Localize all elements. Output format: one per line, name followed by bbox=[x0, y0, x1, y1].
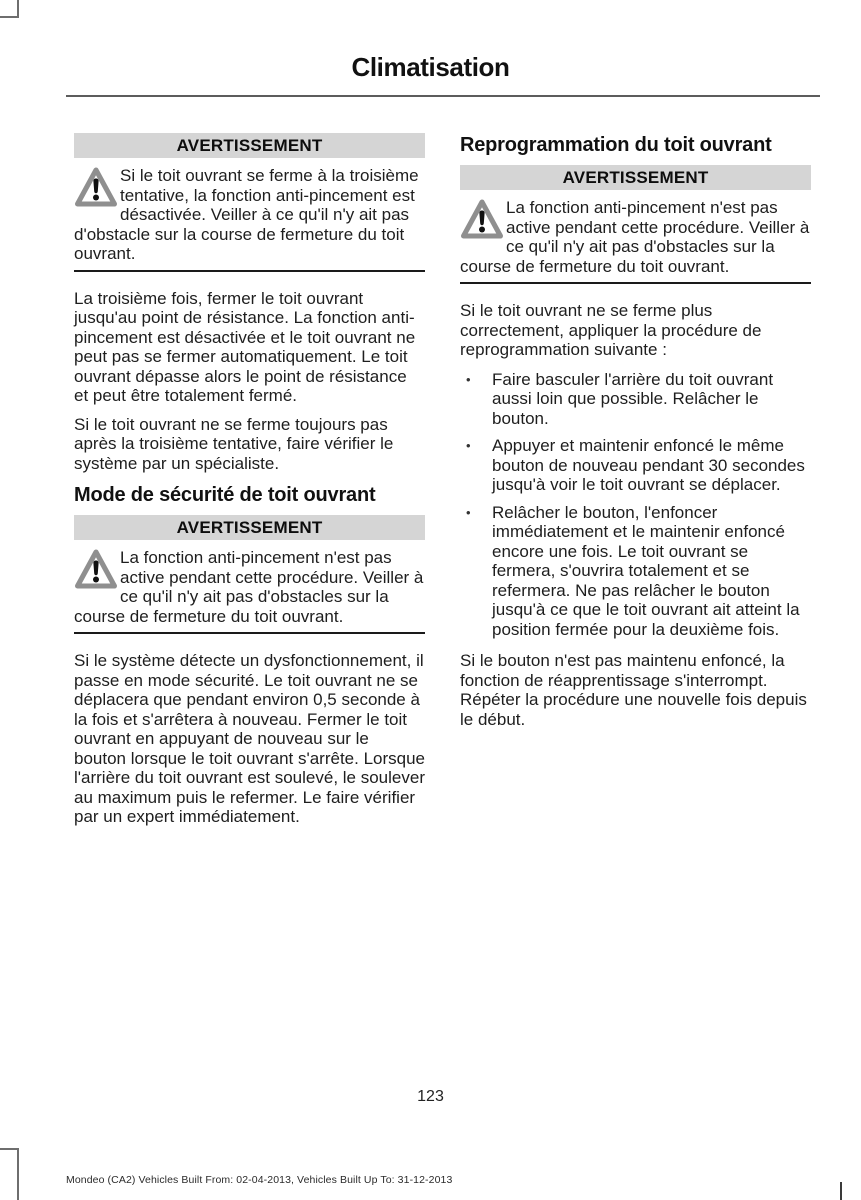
section-heading-reprogramming: Reprogrammation du toit ouvrant bbox=[460, 134, 772, 156]
warning-text: La fonction anti-pincement n'est pas active pendant cette procédure. Veiller à ce qu'il n'y ait pas d'obstacles sur la course de fermeture du toit ouvrant. bbox=[74, 548, 424, 626]
paragraph: La troisième fois, fermer le toit ouvrant jusqu'au point de résistance. La fonction anti-pincement est désactivée et le toit ouvrant ne peut pas se fermer automatiquement. Le toit ouvrant dépasse alors le point de résistance et peut être totalement fermé. bbox=[74, 288, 416, 405]
warning-triangle-icon bbox=[74, 548, 120, 606]
paragraph: Si le toit ouvrant ne se ferme plus correctement, appliquer la procédure de reprogrammation suivante : bbox=[460, 301, 762, 359]
bullet-icon: • bbox=[466, 371, 471, 387]
warning-text: La fonction anti-pincement n'est pas active pendant cette procédure. Veiller à ce qu'il n'y ait pas d'obstacles sur la course de fermeture du toit ouvrant. bbox=[460, 198, 810, 276]
bullet-icon: • bbox=[466, 504, 471, 520]
page-number: 123 bbox=[417, 1088, 444, 1105]
procedure-steps-list bbox=[460, 370, 811, 640]
scan-tick-mark-bottom-right bbox=[840, 1182, 842, 1200]
warning-text: Si le toit ouvrant se ferme à la troisième tentative, la fonction anti-pincement est désactivée. Veiller à ce qu'il n'y ait pas d'obstacle sur la course de fermeture du toit ouvrant. bbox=[74, 166, 419, 263]
title-divider bbox=[66, 95, 820, 97]
list-item bbox=[460, 503, 811, 640]
warning-header: AVERTISSEMENT bbox=[460, 165, 811, 190]
left-column bbox=[74, 133, 425, 827]
bullet-icon: • bbox=[466, 438, 471, 453]
warning-triangle-icon bbox=[460, 198, 506, 256]
warning-divider bbox=[74, 632, 425, 634]
list-item bbox=[460, 436, 811, 495]
warning-triangle-icon bbox=[74, 166, 120, 224]
list-item-text: Faire basculer l'arrière du toit ouvrant aussi loin que possible. Relâcher le bouton. bbox=[492, 369, 774, 428]
list-item-text: Appuyer et maintenir enfoncé le même bouton de nouveau pendant 30 secondes jusqu'à voir le toit ouvrant se déplacer. bbox=[492, 436, 805, 494]
footer-build-info: Mondeo (CA2) Vehicles Built From: 02-04-2013, Vehicles Built Up To: 31-12-2013 bbox=[66, 1174, 453, 1186]
right-column bbox=[460, 133, 811, 827]
paragraph: Si le système détecte un dysfonctionnement, il passe en mode sécurité. Le toit ouvrant ne se déplacera que pendant environ 0,5 seconde à la fois et s'arrêtera à nouveau. Fermer le toit ouvrant en appuyant de nouveau sur le bouton lorsque le toit ouvrant s'arrête. Lorsque l'arrière du toit ouvrant est soulevé, le soulever au maximum puis le refermer. Le faire vérifier par un expert immédiatement. bbox=[74, 651, 426, 826]
list-item bbox=[460, 370, 811, 429]
warning-divider bbox=[74, 270, 425, 272]
warning-box-2 bbox=[74, 515, 425, 634]
paragraph: Si le toit ouvrant ne se ferme toujours pas après la troisième tentative, faire vérifier le système par un spécialiste. bbox=[74, 414, 394, 473]
warning-box-3 bbox=[460, 165, 811, 284]
scan-corner-mark-bottom-left bbox=[0, 1148, 19, 1200]
warning-header: AVERTISSEMENT bbox=[74, 515, 425, 540]
warning-box-1 bbox=[74, 133, 425, 272]
paragraph: Si le bouton n'est pas maintenu enfoncé, la fonction de réapprentissage s'interrompt. Répéter la procédure une nouvelle fois depuis le début. bbox=[460, 651, 807, 729]
scan-corner-mark-top-left bbox=[0, 0, 19, 18]
warning-header: AVERTISSEMENT bbox=[74, 133, 425, 158]
warning-divider bbox=[460, 282, 811, 284]
page-title: Climatisation bbox=[351, 52, 510, 82]
section-heading-safety-mode: Mode de sécurité de toit ouvrant bbox=[74, 484, 376, 506]
content-columns bbox=[74, 133, 811, 827]
list-item-text: Relâcher le bouton, l'enfoncer immédiatement et le maintenir enfoncé encore une fois. Le toit ouvrant se fermera, s'ouvrira totalement et se refermera. Ne pas relâcher le bouton jusqu'à ce que le toit ouvrant ait atteint la position fermée pour la deuxième fois. bbox=[492, 502, 800, 639]
